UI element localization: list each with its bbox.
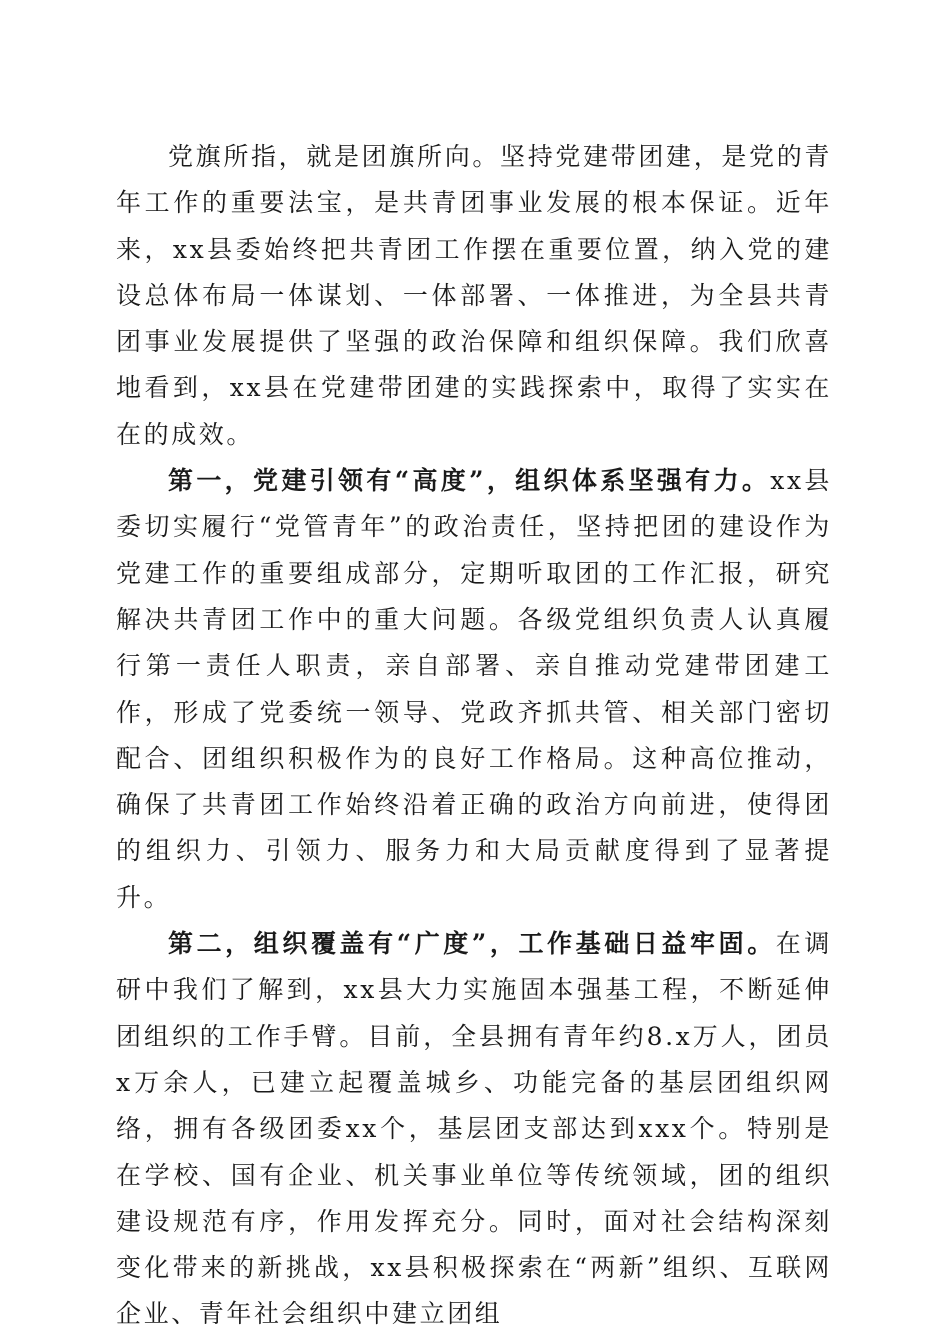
paragraph-text: 党旗所指，就是团旗所向。坚持党建带团建，是党的青年工作的重要法宝，是共青团事业发展的根本保证。近年来，xx县委始终把共青团工作摆在重要位置，纳入党的建设总体布局一体谋划、一体部署、一体推进，为全县共青团事业发展提供了坚强的政治保障和组织保障。我们欣喜地看到，xx县在党建带团建的实践探索中，取得了实实在在的成效。 (116, 142, 832, 449)
paragraph-point-two (116, 921, 832, 1338)
paragraph-point-one (116, 458, 832, 921)
paragraph-text: xx县委切实履行“党管青年”的政治责任，坚持把团的建设作为党建工作的重要组成部分，定期听取团的工作汇报，研究解决共青团工作中的重大问题。各级党组织负责人认真履行第一责任人职责，亲自部署、亲自推动党建带团建工作，形成了党委统一领导、党政齐抓共管、相关部门密切配合、团组织积极作为的良好工作格局。这种高位推动，确保了共青团工作始终沿着正确的政治方向前进，使得团的组织力、引领力、服务力和大局贡献度得到了显著提升。 (116, 466, 833, 912)
paragraph-text: 在调研中我们了解到，xx县大力实施固本强基工程，不断延伸团组织的工作手臂。目前，全县拥有青年约8.x万人，团员x万余人，已建立起覆盖城乡、功能完备的基层团组织网络，拥有各级团委xx个，基层团支部达到xxx个。特别是在学校、国有企业、机关事业单位等传统领域，团的组织建设规范有序，作用发挥充分。同时，面对社会结构深刻变化带来的新挑战，xx县积极探索在“两新”组织、互联网企业、青年社会组织中建立团组 (116, 929, 832, 1329)
paragraph-lead: 第二，组织覆盖有“广度”，工作基础日益牢固。 (168, 929, 776, 959)
paragraph-lead: 第一，党建引领有“高度”，组织体系坚强有力。 (168, 466, 771, 496)
paragraph-intro (116, 134, 832, 458)
document-body (116, 134, 832, 1338)
